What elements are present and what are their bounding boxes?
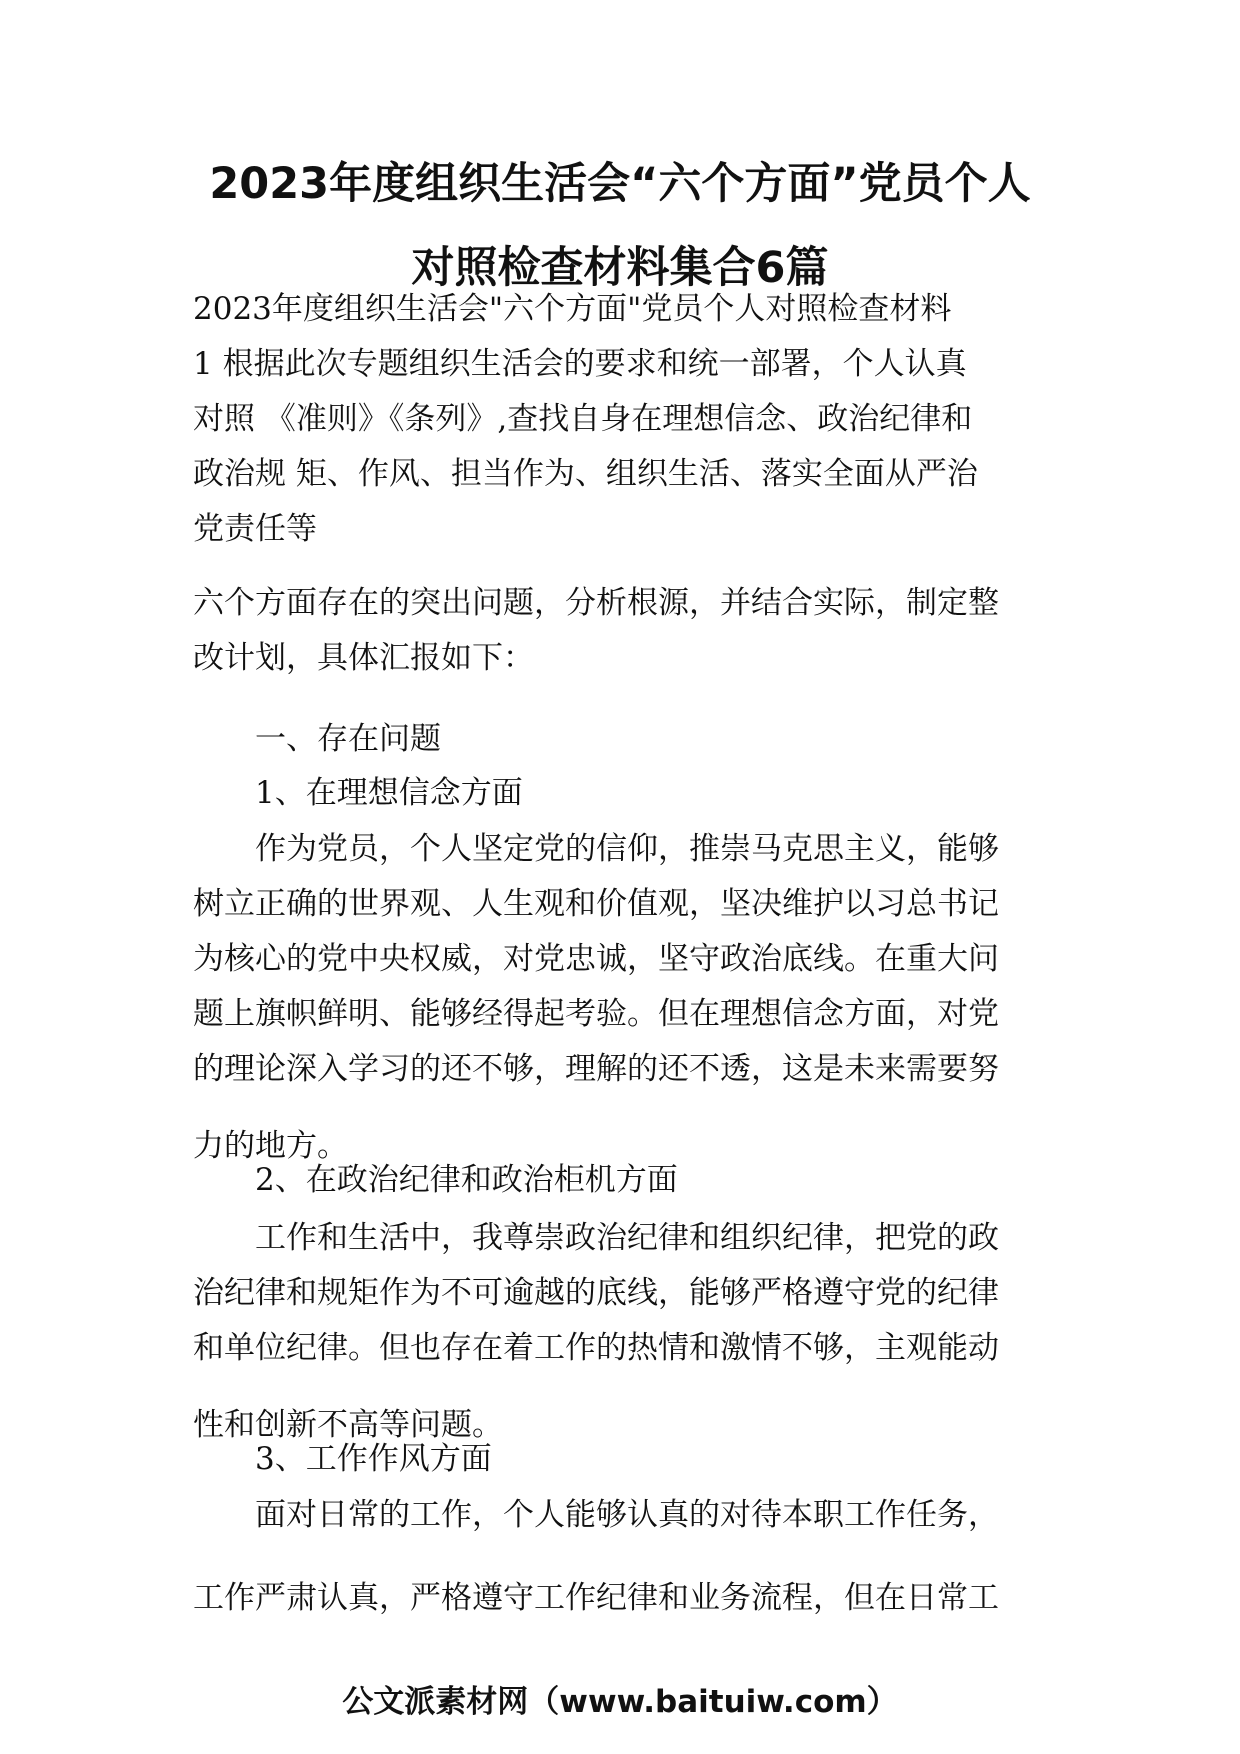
paragraph-line: 工作和生活中，我尊崇政治纪律和组织纪律，把党的政 [255, 1220, 999, 1256]
paragraph-line: 面对日常的工作，个人能够认真的对待本职工作任务， [255, 1497, 999, 1533]
summary-line: 六个方面存在的突出问题，分析根源，并结合实际，制定整 [193, 585, 999, 621]
intro-line: 1 根据此次专题组织生活会的要求和统一部署，个人认真 [193, 346, 967, 382]
subheading-discipline [193, 1153, 1061, 1208]
paragraph-line: 性和创新不高等问题。 [193, 1407, 503, 1443]
document-title-line-1: 2023年度组织生活会“六个方面”党员个人 [209, 159, 1031, 209]
subheading-work-style [193, 1432, 1061, 1487]
paragraph-ideals [193, 822, 1061, 1174]
summary-line: 改计划，具体汇报如下： [193, 640, 534, 676]
paragraph-line: 和单位纪律。但也存在着工作的热情和激情不够，主观能动 [193, 1330, 999, 1366]
intro-paragraph [193, 282, 1061, 557]
paragraph-line: 为核心的党中央权威，对党忠诚，坚守政治底线。在重大问 [193, 941, 999, 977]
paragraph-line: 题上旗帜鲜明、能够经得起考验。但在理想信念方面，对党 [193, 996, 999, 1032]
document-title-line-2: 对照检查材料集合6篇 [411, 243, 829, 293]
paragraph-line: 作为党员，个人坚定党的信仰，推崇马克思主义，能够 [255, 831, 999, 867]
intro-line: 对照 《准则》《条列》,查找自身在理想信念、政治纪律和 [193, 401, 973, 437]
paragraph-work-style [193, 1488, 1061, 1626]
paragraph-line: 治纪律和规矩作为不可逾越的底线，能够严格遵守党的纪律 [193, 1275, 999, 1311]
intro-line: 党责任等 [193, 511, 317, 547]
paragraph-line: 树立正确的世界观、人生观和价值观，坚决维护以习总书记 [193, 886, 999, 922]
section-heading-issues [193, 712, 1061, 767]
heading-text: 1、在理想信念方面 [255, 775, 523, 811]
summary-paragraph [193, 576, 1061, 686]
heading-text: 2、在政治纪律和政治柜机方面 [255, 1162, 678, 1198]
intro-line: 2023年度组织生活会"六个方面"党员个人对照检查材料 [193, 291, 952, 327]
paragraph-line: 力的地方。 [193, 1128, 348, 1164]
subheading-ideals [193, 766, 1061, 821]
paragraph-discipline [193, 1211, 1061, 1453]
heading-text: 一、存在问题 [255, 721, 441, 757]
heading-text: 3、工作作风方面 [255, 1441, 492, 1477]
paragraph-line: 工作严肃认真，严格遵守工作纪律和业务流程，但在日常工 [193, 1580, 999, 1616]
footer-watermark: 公文派素材网（www.baituiw.com） [342, 1684, 898, 1720]
paragraph-line: 的理论深入学习的还不够，理解的还不透，这是未来需要努 [193, 1051, 999, 1087]
intro-line: 政治规 矩、作风、担当作为、组织生活、落实全面从严治 [193, 456, 978, 492]
